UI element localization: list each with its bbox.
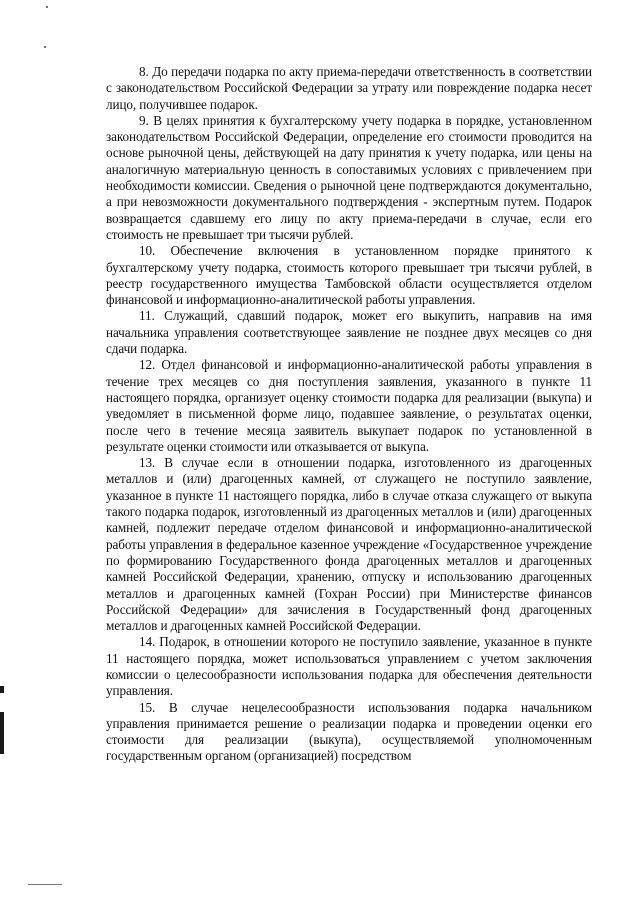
scan-bottom-rule — [28, 884, 62, 885]
paragraph-15: 15. В случае нецелесообразности использования подарка начальником управления принимается решение о реализации подарка и проведении оценки его стоимости для реализации (выкупа), осуществляемой уполномоченным государственным органом (организацией) посредством — [106, 699, 592, 764]
paragraph-12: 12. Отдел финансовой и информационно-аналитической работы управления в течение трех месяцев со дня поступления заявления, указанного в пункте 11 настоящего порядка, организует оценку стоимости подарка для реализации (выкупа) и уведомляет в письменной форме лицо, подавшее заявление, о результатах оценки, после чего в течение месяца заявитель выкупает подарок по установленной в результате оценки стоимости или отказывается от выкупа. — [106, 357, 592, 454]
paragraph-11: 11. Служащий, сдавший подарок, может его выкупить, направив на имя начальника управления соответствующее заявление не позднее двух месяцев со дня сдачи подарка. — [106, 308, 592, 357]
scan-speck — [46, 6, 48, 8]
document-body — [106, 64, 592, 765]
paragraph-9: 9. В целях принятия к бухгалтерскому учету подарка в порядке, установленном законодательством Российской Федерации, определение его стоимости проводится на основе рыночной цены, действующей на дату принятия к учету подарка, или цены на аналогичную материальную ценность в сопоставимых условиях с привлечением при необходимости комиссии. Сведения о рыночной цене подтверждаются документально, а при невозможности документального подтверждения - экспертным путем. Подарок возвращается сдавшему его лицу по акту приема-передачи в случае, если его стоимость не превышает три тысячи рублей. — [106, 112, 592, 242]
paragraph-8: 8. До передачи подарка по акту приема-передачи ответственность в соответствии с законодательством Российской Федерации за утрату или повреждение подарка несет лицо, получившее подарок. — [106, 64, 592, 112]
paragraph-13: 13. В случае если в отношении подарка, изготовленного из драгоценных металлов и (или) драгоценных камней, от служащего не поступило заявление, указанное в пункте 11 настоящего порядка, либо в случае отказа служащего от выкупа такого подарка подарок, изготовленный из драгоценных металлов и (или) драгоценных камней, подлежит передаче отделом финансовой и информационно-аналитической работы управления в федеральное казенное учреждение «Государственное учреждение по формированию Государственного фонда драгоценных металлов и драгоценных камней Российской Федерации, хранению, отпуску и использованию драгоценных металлов и драгоценных камней (Гохран России) при Министерстве финансов Российской Федерации» для зачисления в Государственный фонд драгоценных металлов и драгоценных камней Российской Федерации. — [106, 455, 592, 634]
paragraph-10: 10. Обеспечение включения в установленном порядке принятого к бухгалтерскому учету подарка, стоимость которого превышает три тысячи рублей, в реестр государственного имущества Тамбовской области осуществляется отделом финансовой и информационно-аналитической работы управления. — [106, 243, 592, 308]
paragraph-14: 14. Подарок, в отношении которого не поступило заявление, указанное в пункте 11 настоящего порядка, может использоваться управлением с учетом заключения комиссии о целесообразности использования подарка для обеспечения деятельности управления. — [106, 634, 592, 699]
scan-margin-mark — [0, 686, 4, 693]
scan-margin-mark — [0, 712, 4, 754]
scan-speck — [44, 46, 46, 48]
